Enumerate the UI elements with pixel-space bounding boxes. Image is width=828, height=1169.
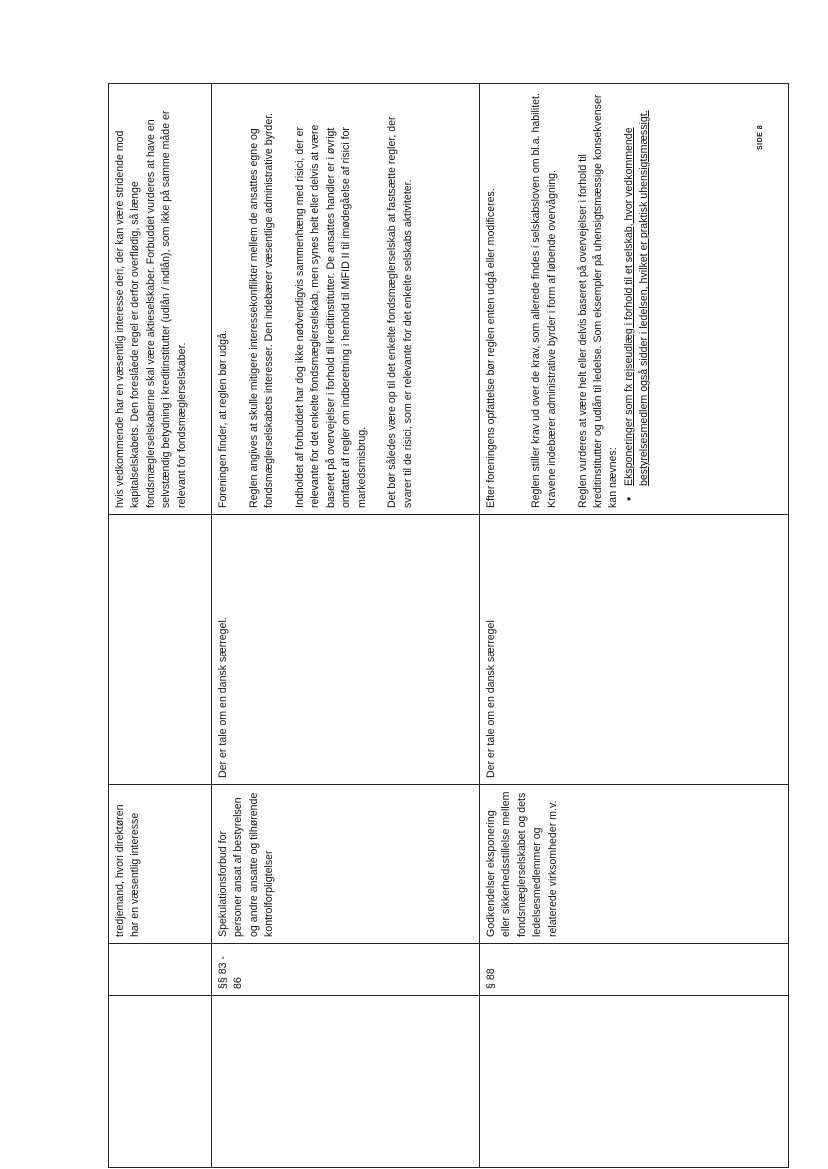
regulation-comment-table	[108, 83, 789, 1168]
paragraph-cell: §§ 83 - 86	[212, 944, 480, 996]
page-number: SIDE 8	[757, 124, 764, 150]
table-row	[212, 84, 480, 1168]
dk-special-cell: Der er tale om en dansk særregel.	[212, 515, 480, 785]
comment-paragraph: Foreningen finder, at reglen bør udgå.	[217, 330, 229, 508]
paragraph-cell	[109, 944, 212, 996]
comment-paragraph: Indholdet af forbuddet har dog ikke nødvendigvis sammenhæng med risici, der er relevante for det enkelte fondsmæglerselskab, men synes helt eller delvis at være baseret på overvejelser i forhold til kreditinstitutter. De ansattes handler er i øvrigt omfattet af regler om indberetning i henhold til MiFID II til imødegåelse af risici for markedsmisbrug.	[294, 124, 368, 508]
comment-paragraph: Efter foreningens opfattelse bør reglen enten udgå eller modificeres.	[485, 188, 497, 508]
rule-title-cell: Spekulationsforbud for personer ansat af bestyrelsen og andre ansatte og tilhørende kontrolforpligtelser	[212, 785, 480, 944]
empty-cell	[109, 996, 212, 1168]
rotated-page	[108, 84, 788, 1168]
dk-special-cell	[109, 515, 212, 785]
comment-cell: hvis vedkommende har en væsentlig interesse deri, der kan være stridende mod kapitalselskabets. Den foreslåede regel er derfor overflødig, så længe fondsmæglerselskaberne skal være aktieselskaber. Forbuddet vurderes at have en selvstændig betydning i kreditinstitutter (udlån / indlån), som ikke på samme måde er relevant for fondsmæglerselskaber.	[109, 84, 212, 515]
rule-title-cell: Godkendelser eksponering eller sikkerhedsstillelse mellem fondsmæglerselskabet og dets ledelsesmedlemmer og relaterede virksomheder m.v.	[480, 785, 789, 944]
paragraph-cell: § 88	[480, 944, 789, 996]
bullet-list	[622, 90, 653, 508]
comment-paragraph: Reglen vurderes at være helt eller delvis baseret på overvejelser i forhold til kreditinstitutter og udlån til ledelse. Som eksempler på uhensigtsmæssige konsekvenser kan nævnes:	[576, 94, 620, 508]
comment-paragraph: Reglen angives at skulle mitigere interessekonflikter mellem de ansattes egne og fondsmæglerselskabets interesser. Den indebærer væsentlige administrative byrder.	[247, 112, 276, 508]
comment-cell	[212, 84, 480, 515]
dk-special-cell: Der er tale om en dansk særregel	[480, 515, 789, 785]
comment-paragraph: Reglen stiller krav ud over de krav, som allerede findes i selskabsloven om bl.a. habilitet. Kravene indebærer administrative byrder i form af løbende overvågning.	[530, 93, 558, 508]
table-row	[109, 84, 212, 1168]
bullet-item: • Eksponeringer som fx rejseudlæg i forhold til et selskab, hvor vedkommende bestyrelsesmedlem også sidder i ledelsen, hvilket er praktisk uhensigtsmæssigt.	[622, 90, 653, 486]
rule-title-cell: tredjemand, hvori direktøren har en væsentlig interesse	[109, 785, 212, 944]
empty-cell	[212, 996, 480, 1168]
table-row	[480, 84, 789, 1168]
empty-cell	[480, 996, 789, 1168]
comment-paragraph: Det bør således være op til det enkelte fondsmæglerselskab at fastsætte regler, der svarer til de risici, som er relevante for det enkelte selskabs aktiviteter.	[386, 116, 414, 508]
comment-cell	[480, 84, 789, 515]
